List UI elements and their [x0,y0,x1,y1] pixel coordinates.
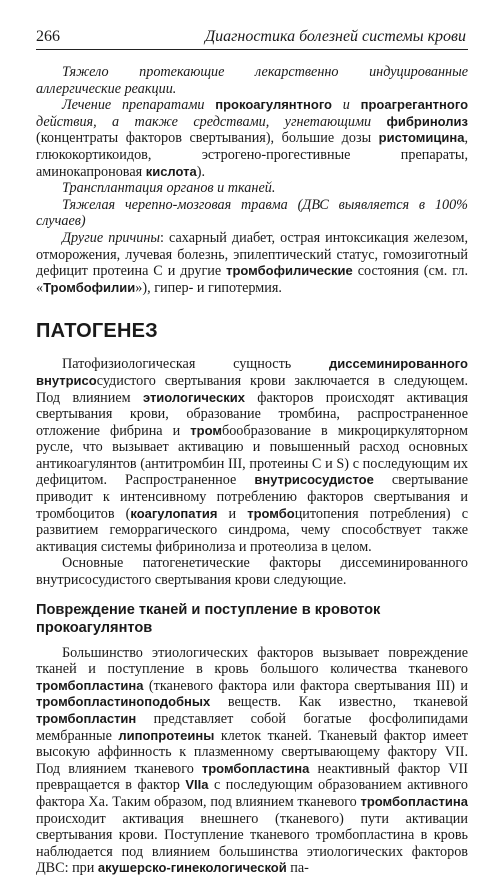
text-run: Тяжело протекающие лекарственно индуцированные аллергические реакции. [36,64,468,97]
page-header [36,28,468,49]
paragraph [36,64,468,97]
text-run: и [217,505,248,522]
text-run: (концентраты факторов свертывания), большие дозы [36,130,379,147]
bold-term: этиологических [142,389,245,405]
text-run: па- [286,860,309,877]
text-run: состояния (см. гл. « [36,263,468,296]
section-title: ПАТОГЕНЕЗ [36,320,158,343]
paragraph [36,645,468,877]
paragraph [36,356,468,555]
text-run: и [332,97,361,114]
bold-term: прокоагулянтного [215,97,333,113]
text-run: судистого свертывания крови заключается в следующем. Под влиянием [36,372,468,406]
bold-term: тромбо [247,505,295,521]
bold-term: тромбопластина [201,760,310,776]
bold-term: тромбопластина [360,793,468,809]
text-run: »), гипер- и гипотермия. [135,279,282,296]
text-run: представляет собой богатые фосфолипидами мембранные [36,711,468,744]
text-run: происходит активация внешнего (тканевого) пути активации свертывания крови. Поступление тканевого тромбопластина в кровь наблюдается под влиянием большинства этиологических факторов ДВС: при [36,810,468,877]
paragraph [36,180,468,197]
text-run: цитопения потребления) с развитием геморрагического синдрома, чему способствует также активация системы фибринолиза и протеолиза в целом. [36,505,469,555]
bold-term: тромбопластин [36,711,137,726]
bold-term: проагрегантного [360,97,469,113]
bold-term: тромбопластиноподобных [36,694,211,710]
text-run: неактивный фактор VII превращается в фактор [36,760,468,794]
text-run: (тканевого фактора или фактора свертывания III) и [143,677,468,694]
text-run: ). [196,163,206,180]
text-run: бообразование в микроциркуляторном русле, что вызывает активацию и повышенный расход основных антикоагулянтов (антитромбин III, протеины C и S) с последующим их дефицитом. Распространенное [36,422,468,489]
paragraph [36,230,468,296]
text-run: Патофизиологическая сущность [62,356,330,373]
text-run: свертывание приводит к интенсивному потреблению факторов свертывания и тромбоцитов ( [36,472,468,522]
bold-term: липопротеины [118,727,215,743]
paragraph [36,555,468,588]
text-run: Другие причины [62,229,161,246]
bold-term: тром [190,422,222,438]
bold-term: тромбопластина [36,677,144,693]
bold-term: тромбофилические [226,263,353,279]
bold-term: коагулопатия [130,505,218,521]
bold-term: внутрисосудистое [254,472,374,488]
text-run: Большинство этиологических факторов вызывает повреждение тканей и поступление в кровь большого количества тканевого [36,644,468,678]
bold-term: кислота [145,163,197,179]
text-run: Тяжелая черепно-мозговая травма (ДВС выявляется в 100% случаев) [36,196,468,230]
text-run: Основные патогенетические факторы диссеминированного внутрисосудистого свертывания крови следующие. [36,555,468,589]
paragraph [36,97,468,180]
text-run: с последующим образованием активного фактора Ха. Таким образом, под влиянием тканевого [36,777,468,810]
text-run: Трансплантация органов и тканей. [62,180,276,197]
text-run: Лечение препаратами [62,97,216,114]
bold-term: акушерско-гинекологической [97,860,287,876]
bold-term: ристомицина [378,130,465,146]
text-run: , глюкокортикоидов, эстрогено-прогестивные препараты, аминокапроновая [36,130,468,180]
bold-term: фибринолиз [386,113,468,129]
text-run: веществ. Как известно, тканевой [210,694,468,711]
tissue-damage-text [36,645,468,877]
paragraph [36,197,468,230]
running-title: Диагностика болезней системы крови [204,28,466,45]
bold-term: VIIа [185,777,209,793]
text-run: клеток тканей. Тканевый фактор имеет высокую аффинность к плазменному свертывающему фактору VII. Под влиянием тканевого [36,727,468,777]
page-number: 266 [36,28,60,45]
bold-term: Тромбофилии [43,279,136,295]
subsection-title: Повреждение тканей и поступление в кровоток прокоагулянтов [36,601,381,636]
text-run: факторов происходят активация свертывания крови, образование тромбина, распространенное отложение фибрина и [36,389,468,439]
causes-list [36,64,468,296]
header-rule [36,49,468,50]
text-run: : сахарный диабет, острая интоксикация железом, отморожения, лучевая болезнь, эпилептический статус, гомозиготный дефицит протеина С и другие [36,229,468,280]
pathogenesis-text [36,356,468,588]
text-run: действия, а также средствами, угнетающими [36,113,387,130]
bold-term: диссеминированного внутрисо [36,356,468,388]
